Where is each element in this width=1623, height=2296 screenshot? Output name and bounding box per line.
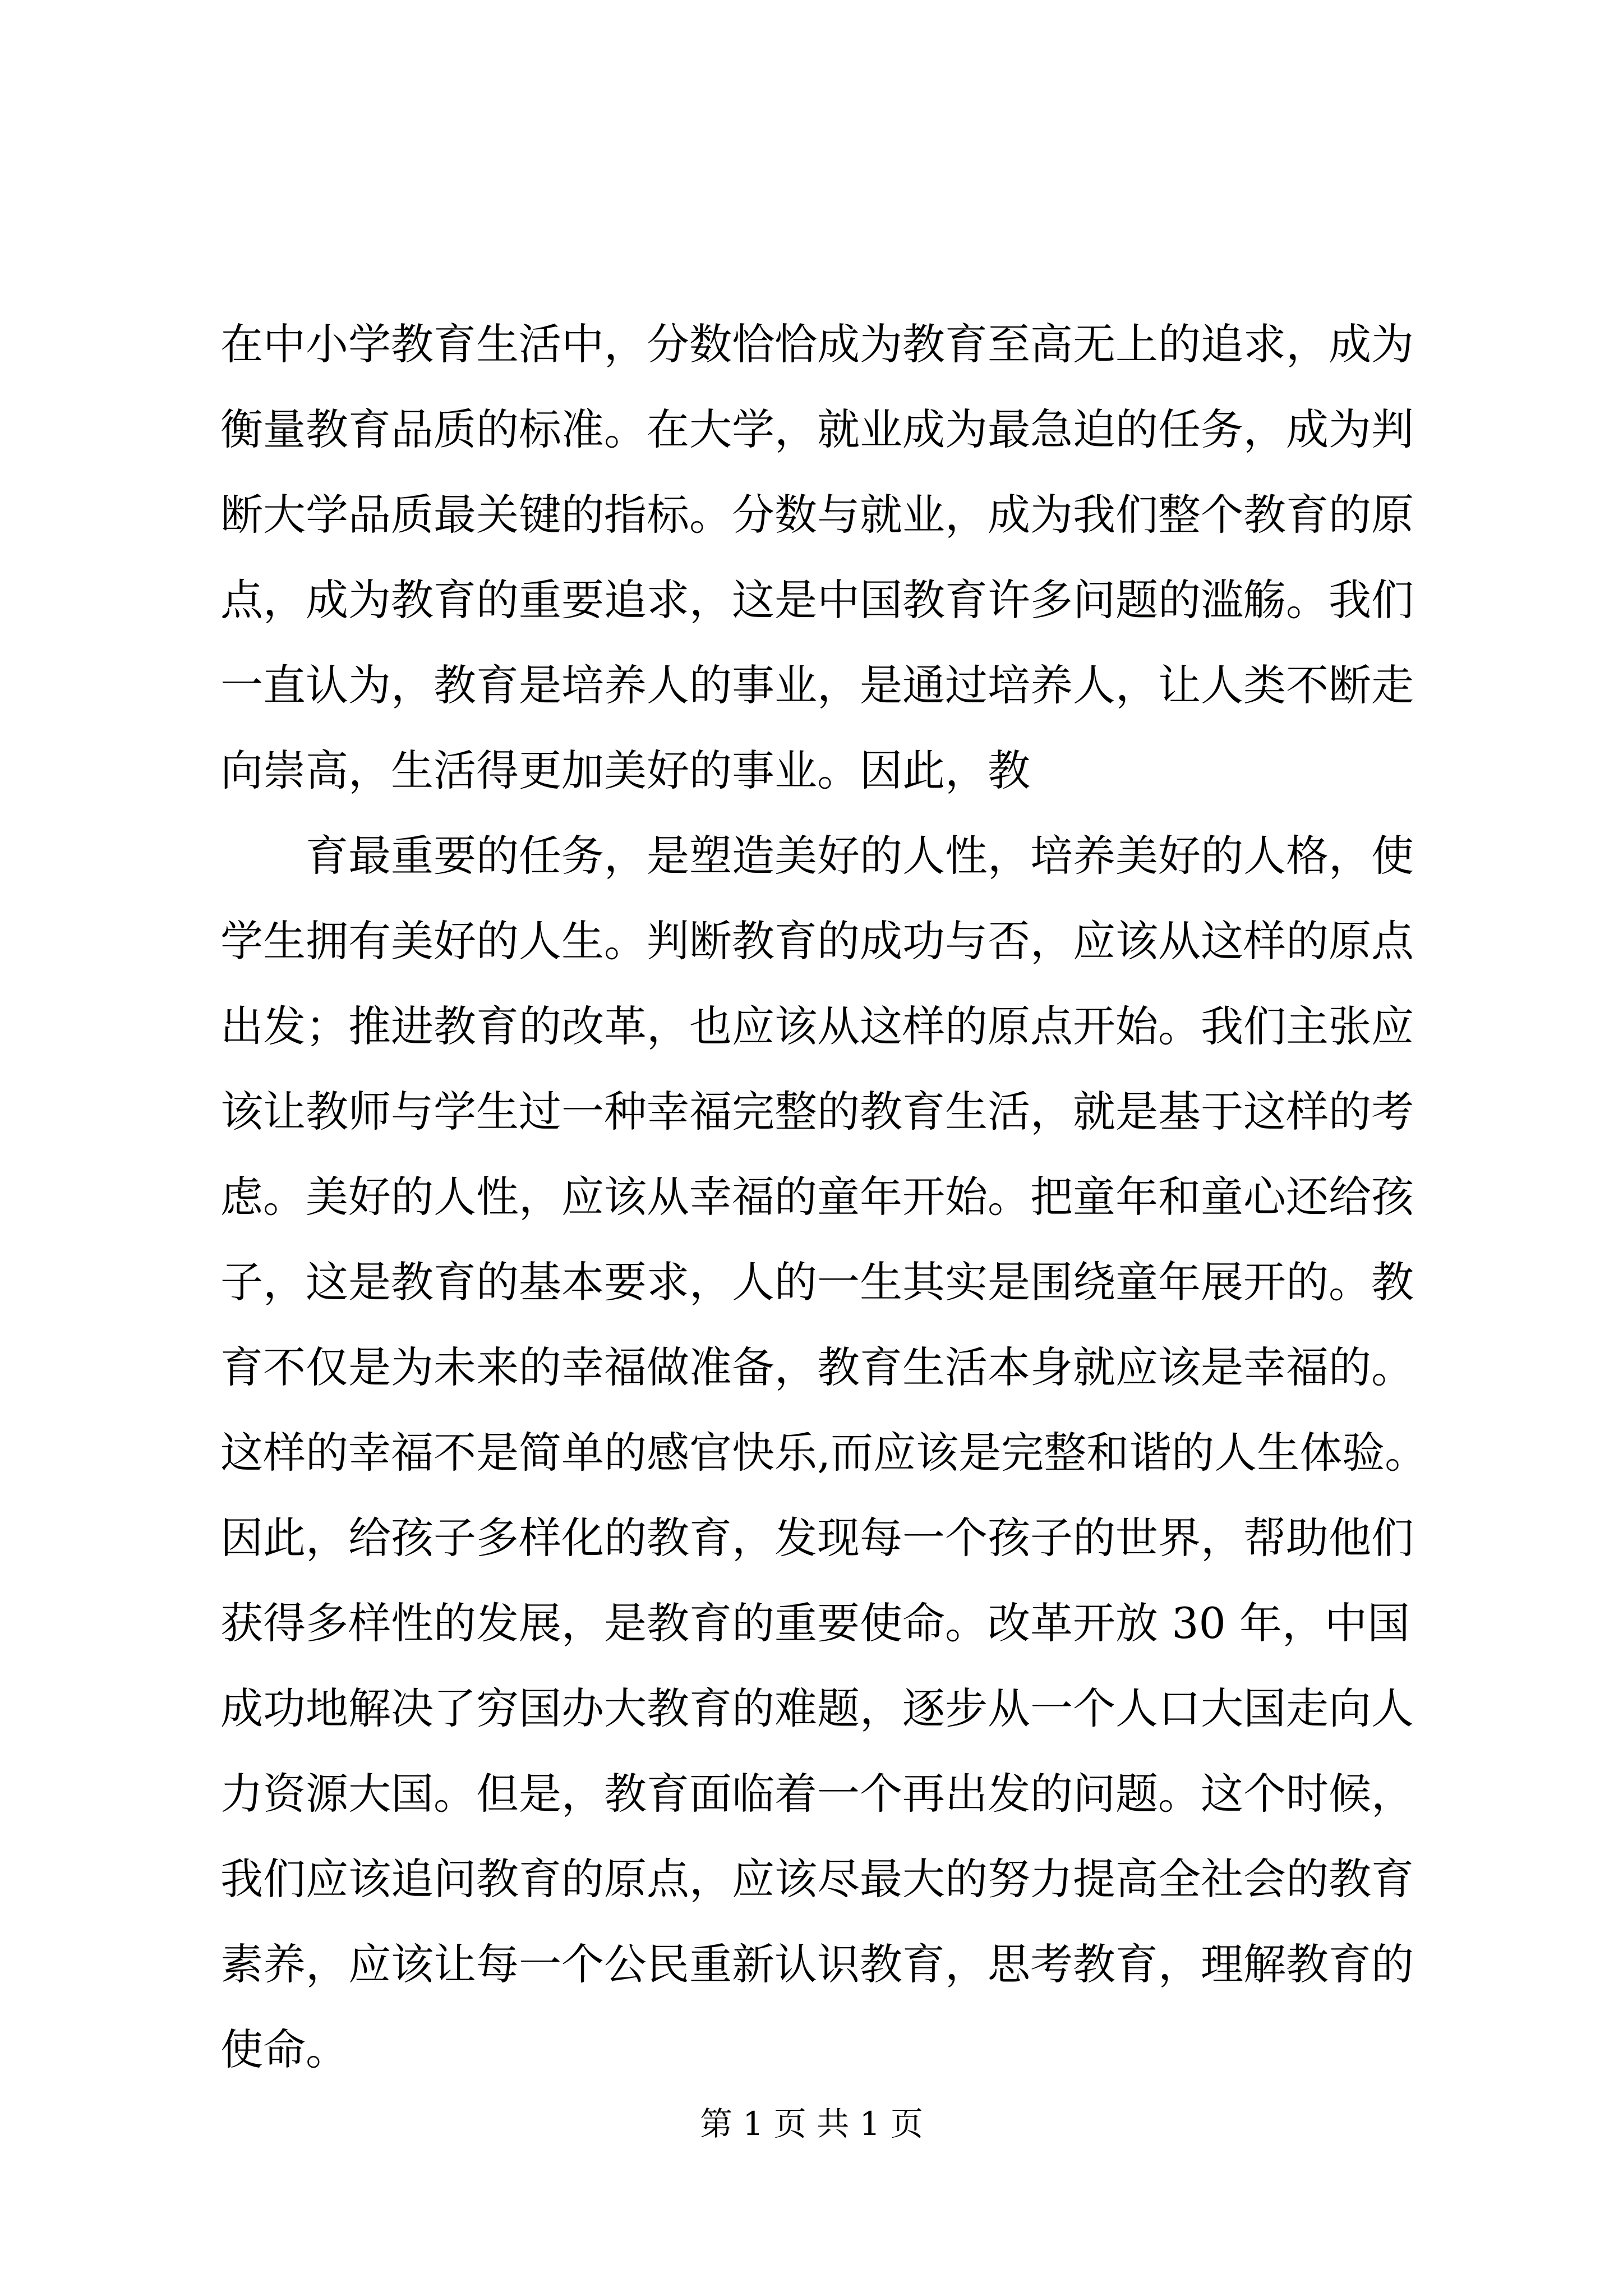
text-line: 虑。美好的人性，应该从幸福的童年开始。把童年和童心还给孩 — [220, 1172, 1414, 1222]
text-line: 使命。 — [220, 2024, 348, 2074]
text-line: 向崇高，生活得更加美好的事业。因此，教 — [220, 746, 1030, 795]
text-line: 学生拥有美好的人生。判断教育的成功与否，应该从这样的原点 — [220, 916, 1414, 966]
text-line: 育最重要的任务，是塑造美好的人性，培养美好的人格，使 — [220, 831, 1414, 881]
text-line: 育不仅是为未来的幸福做准备，教育生活本身就应该是幸福的。 — [220, 1342, 1414, 1392]
text-line: 衡量教育品质的标准。在大学，就业成为最急迫的任务，成为判 — [220, 404, 1414, 454]
text-line: 一直认为，教育是培养人的事业，是通过培养人，让人类不断走 — [220, 660, 1414, 710]
text-line: 点，成为教育的重要追求，这是中国教育许多问题的滥觞。我们 — [220, 575, 1414, 625]
text-line: 因此，给孩子多样化的教育，发现每一个孩子的世界，帮助他们 — [220, 1513, 1414, 1563]
text-line: 断大学品质最关键的指标。分数与就业，成为我们整个教育的原 — [220, 490, 1414, 540]
text-line: 我们应该追问教育的原点，应该尽最大的努力提高全社会的教育 — [220, 1854, 1414, 1904]
text-line: 出发；推进教育的改革，也应该从这样的原点开始。我们主张应 — [220, 1001, 1414, 1051]
page-footer: 第 1 页 共 1 页 — [700, 2105, 923, 2143]
text-line: 该让教师与学生过一种幸福完整的教育生活，就是基于这样的考 — [220, 1087, 1414, 1137]
text-line: 成功地解决了穷国办大教育的难题，逐步从一个人口大国走向人 — [220, 1683, 1414, 1733]
body-text — [220, 302, 1432, 2092]
text-line: 获得多样性的发展，是教育的重要使命。改革开放 30 年，中国 — [220, 1598, 1410, 1648]
text-line: 力资源大国。但是，教育面临着一个再出发的问题。这个时候， — [220, 1769, 1414, 1819]
text-line: 这样的幸福不是简单的感官快乐,而应该是完整和谐的人生体验。 — [220, 1428, 1428, 1478]
text-line: 在中小学教育生活中，分数恰恰成为教育至高无上的追求，成为 — [220, 319, 1414, 369]
text-line: 素养，应该让每一个公民重新认识教育，思考教育，理解教育的 — [220, 1939, 1414, 1989]
text-line: 子，这是教育的基本要求，人的一生其实是围绕童年展开的。教 — [220, 1257, 1414, 1307]
